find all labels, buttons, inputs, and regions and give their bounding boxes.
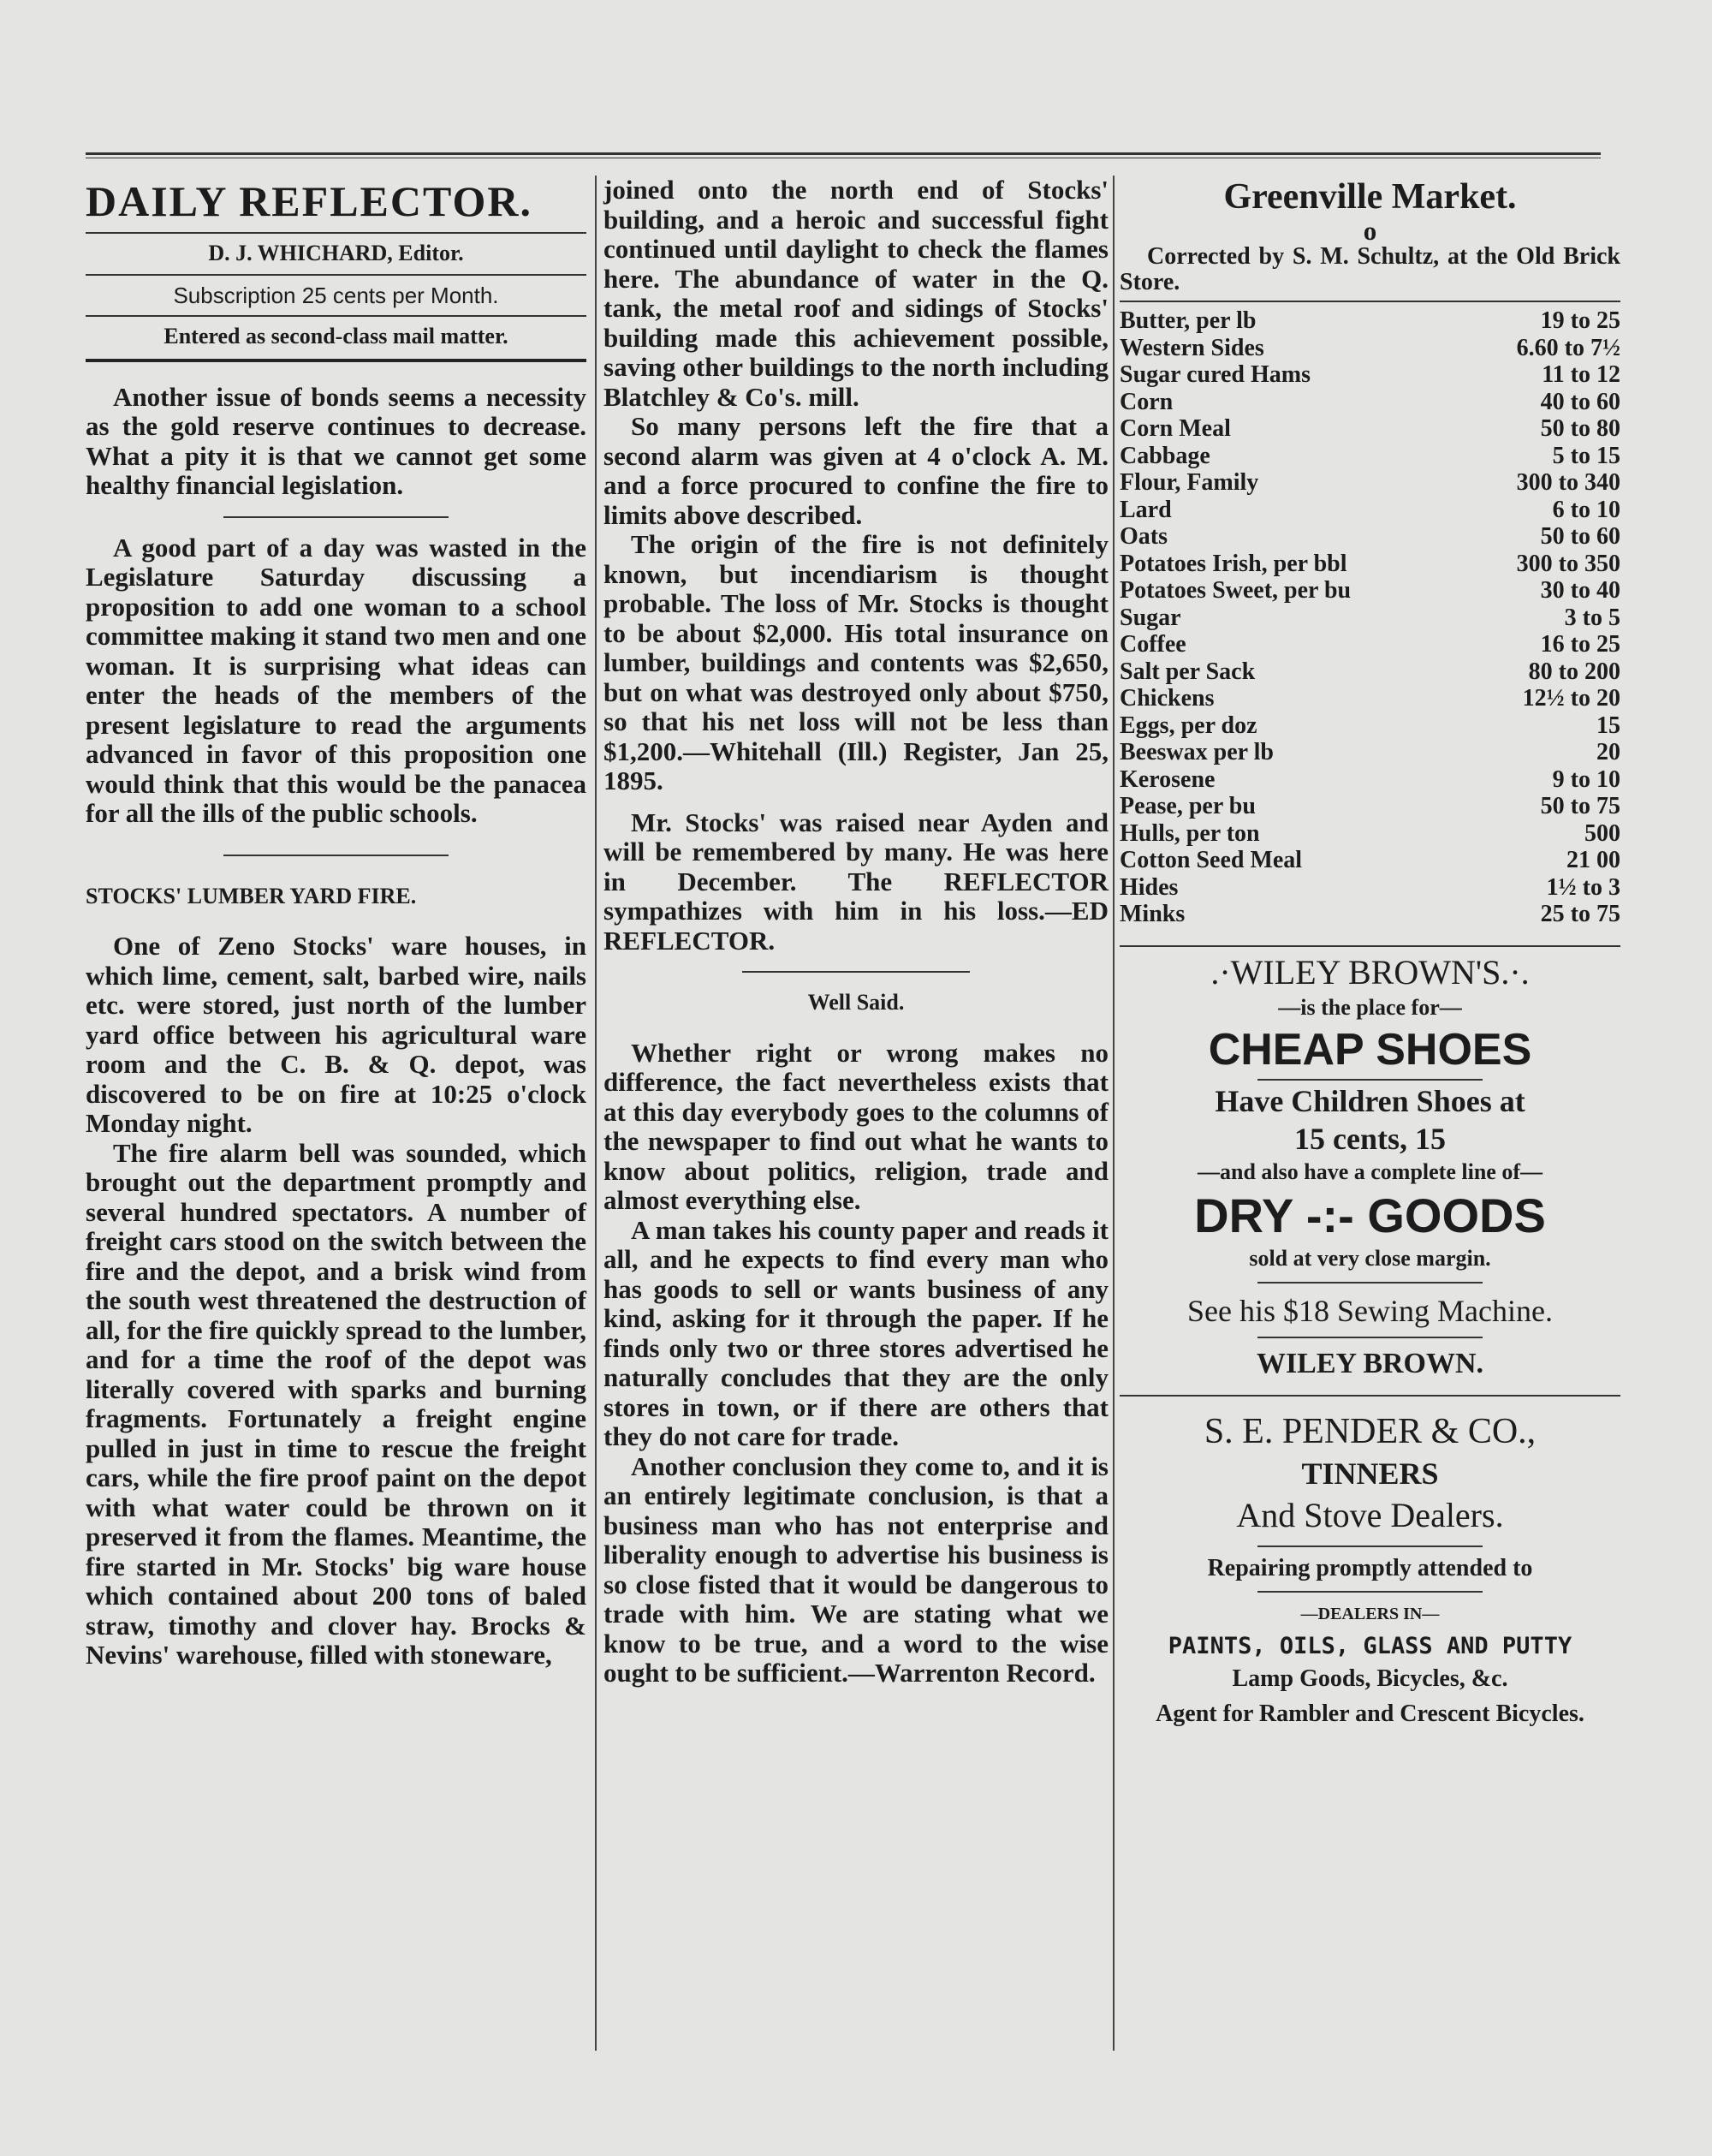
wiley-dry-goods: DRY -:- GOODS xyxy=(1194,1188,1546,1242)
market-price: 6.60 to 7½ xyxy=(1516,334,1620,361)
market-price: 80 to 200 xyxy=(1528,658,1620,685)
pender-tinners: TINNERS xyxy=(1301,1456,1439,1491)
market-price: 3 to 5 xyxy=(1564,604,1620,631)
market-price: 15 xyxy=(1596,712,1620,739)
market-row xyxy=(1120,739,1620,766)
market-item: Chickens xyxy=(1120,685,1215,712)
article-paragraph: Mr. Stocks' was raised near Ayden and will be remembered by many. He was here in December. The REFLECTOR sympathizes with him in his loss.—ED REFLECTOR. xyxy=(603,807,1109,956)
market-row xyxy=(1120,443,1620,470)
pender-stove: And Stove Dealers. xyxy=(1236,1496,1504,1534)
market-item: Corn Meal xyxy=(1120,415,1231,442)
market-price: 50 to 80 xyxy=(1540,415,1620,442)
market-price: 9 to 10 xyxy=(1552,765,1620,793)
market-price: 50 to 75 xyxy=(1540,793,1620,819)
article-paragraph: Another conclusion they come to, and it is an entirely legitimate conclusion, is that a business man who has not enterprise and liberality enough to advertise his business is so close fisted that it would be dangerous to trade with him. We are stating what we know to be true, and a word to the wise ought to be sufficient.—Warrenton Record. xyxy=(603,1450,1109,1688)
market-item: Sugar xyxy=(1120,604,1181,631)
pender-paints: PAINTS, OILS, GLASS AND PUTTY xyxy=(1168,1633,1572,1659)
pender-lamp: Lamp Goods, Bicycles, &c. xyxy=(1232,1665,1508,1692)
market-item: Hides xyxy=(1120,873,1179,901)
market-row xyxy=(1120,415,1620,443)
wiley-signature: WILEY BROWN. xyxy=(1256,1348,1484,1379)
column-3 xyxy=(1120,176,1620,1729)
wiley-sold: sold at very close margin. xyxy=(1249,1245,1491,1271)
article-paragraph: One of Zeno Stocks' ware houses, in which lime, cement, salt, barbed wire, nails etc. were stored, just north of the lumber yard office between his agricultural ware room and the C. B. & Q. depot, was discovered to be on fire at 10:25 o'clock Monday night. xyxy=(86,931,586,1138)
market-row xyxy=(1120,847,1620,874)
wiley-cheap-shoes: CHEAP SHOES xyxy=(1208,1025,1532,1075)
market-item: Sugar cured Hams xyxy=(1120,361,1311,388)
market-row xyxy=(1120,551,1620,578)
market-row xyxy=(1120,874,1620,902)
market-item: Potatoes Irish, per bbl xyxy=(1120,550,1347,577)
market-price: 21 00 xyxy=(1566,847,1620,873)
pender-agent: Agent for Rambler and Crescent Bicycles. xyxy=(1156,1700,1584,1727)
wiley-also: —and also have a complete line of— xyxy=(1198,1159,1543,1184)
market-price: 19 to 25 xyxy=(1540,307,1620,334)
column-divider xyxy=(1113,176,1115,2051)
market-price: 12½ to 20 xyxy=(1522,685,1620,712)
market-item: Salt per Sack xyxy=(1120,658,1256,685)
column-divider xyxy=(595,176,597,2051)
market-price: 300 to 340 xyxy=(1516,469,1620,496)
market-table xyxy=(1120,307,1620,928)
market-title: Greenville Market. xyxy=(1223,177,1517,217)
market-row xyxy=(1120,307,1620,335)
market-row xyxy=(1120,335,1620,362)
masthead-subscription: Subscription 25 cents per Month. xyxy=(173,282,499,308)
market-item: Hulls, per ton xyxy=(1120,819,1260,847)
article-paragraph: A good part of a day was wasted in the Legislature Saturday discussing a proposition to add one woman to a school committee making it stand two men and one woman. It is surprising what ideas can enter the heads of the members of the present legislature to read the arguments advanced in favor of this proposition one would think that this would be the panacea for all the ills of the public schools. xyxy=(86,532,586,828)
pender-dealers: —DEALERS IN— xyxy=(1300,1604,1440,1623)
market-row xyxy=(1120,469,1620,497)
market-row xyxy=(1120,361,1620,389)
market-item: Butter, per lb xyxy=(1120,307,1257,334)
market-price: 5 to 15 xyxy=(1552,442,1620,469)
market-row xyxy=(1120,389,1620,416)
wiley-children: Have Children Shoes at xyxy=(1215,1084,1525,1118)
market-item: Coffee xyxy=(1120,631,1186,658)
market-row xyxy=(1120,577,1620,605)
market-row xyxy=(1120,712,1620,740)
market-item: Western Sides xyxy=(1120,334,1264,361)
market-price: 20 xyxy=(1596,739,1620,765)
market-item: Eggs, per doz xyxy=(1120,712,1257,739)
market-item: Corn xyxy=(1120,388,1174,415)
market-item: Oats xyxy=(1120,523,1168,550)
market-row xyxy=(1120,523,1620,551)
market-row xyxy=(1120,820,1620,848)
market-item: Flour, Family xyxy=(1120,469,1259,496)
market-price: 16 to 25 xyxy=(1540,631,1620,658)
article-paragraph: The fire alarm bell was sounded, which brought out the department promptly and several hundred spectators. A number of freight cars stood on the switch between the fire and the depot, and a brisk wind from the south west threatened the destruction of all, for the fire quickly spread to the lumber, and for a time the roof of the depot was literally covered with sparks and burning fragments. Fortunately a freight engine pulled in just in time to rescue the freight cars, while the fire proof paint on the depot with what water could be thrown on it preserved it from the flames. Meantime, the fire started in Mr. Stocks' big ware house which contained about 200 tons of baled straw, timothy and clover hay. Brocks & Nevins' warehouse, filled with stoneware, xyxy=(86,1137,586,1670)
market-item: Pease, per bu xyxy=(1120,793,1256,819)
wiley-price: 15 cents, 15 xyxy=(1294,1122,1446,1156)
market-item: Cabbage xyxy=(1120,442,1210,469)
market-row xyxy=(1120,766,1620,794)
top-rule xyxy=(86,152,1601,158)
market-item: Kerosene xyxy=(1120,765,1216,793)
article-paragraph: A man takes his county paper and reads it all, and he expects to find every man who has goods to sell or wants business of any kind, asking for it through the paper. If he finds only two or three stores advertised he naturally concludes that they are the only stores in town, or if there are others that they do not care for trade. xyxy=(603,1214,1109,1451)
market-row xyxy=(1120,901,1620,928)
masthead-title: DAILY REFLECTOR. xyxy=(86,177,532,225)
article-heading: STOCKS' LUMBER YARD FIRE. xyxy=(86,883,417,908)
market-row xyxy=(1120,605,1620,632)
pender-name: S. E. PENDER & CO., xyxy=(1204,1412,1537,1451)
market-price: 50 to 60 xyxy=(1540,523,1620,550)
market-price: 500 xyxy=(1584,819,1620,847)
market-corrected: Corrected by S. M. Schultz, at the Old Brick Store. xyxy=(1120,243,1620,295)
market-price: 6 to 10 xyxy=(1552,496,1620,523)
market-row xyxy=(1120,631,1620,658)
market-price: 25 to 75 xyxy=(1540,901,1620,927)
market-price: 300 to 350 xyxy=(1516,550,1620,577)
masthead-editor: D. J. WHICHARD, Editor. xyxy=(208,241,464,265)
article-paragraph: The origin of the fire is not definitely known, but incendiarism is thought probable. The loss of Mr. Stocks is thought to be about $2,000. His total insurance on lumber, buildings and contents was $2,650, but on what was destroyed only about $750, so that his net loss will not be less than $1,200.—Whitehall (Ill.) Register, Jan 25, 1895. xyxy=(603,529,1109,795)
market-price: 40 to 60 xyxy=(1540,388,1620,415)
market-item: Cotton Seed Meal xyxy=(1120,847,1303,873)
market-row xyxy=(1120,793,1620,820)
market-item: Minks xyxy=(1120,901,1186,927)
market-row xyxy=(1120,497,1620,524)
market-price: 30 to 40 xyxy=(1540,577,1620,604)
article-paragraph: So many persons left the fire that a second alarm was given at 4 o'clock A. M. and a force procured to confine the fire to limits above described. xyxy=(603,411,1109,530)
article-heading: Well Said. xyxy=(807,990,905,1015)
wiley-name: .·WILEY BROWN'S.·. xyxy=(1210,952,1530,992)
column-1 xyxy=(86,176,586,1671)
masthead-entered: Entered as second-class mail matter. xyxy=(163,324,508,348)
column-2 xyxy=(603,176,1109,1688)
wiley-place: —is the place for— xyxy=(1278,994,1462,1020)
wiley-sewing: See his $18 Sewing Machine. xyxy=(1187,1294,1553,1328)
market-item: Lard xyxy=(1120,496,1172,523)
market-price: 1½ to 3 xyxy=(1546,873,1620,901)
market-ornament: o xyxy=(1363,216,1377,246)
market-row xyxy=(1120,685,1620,712)
article-paragraph: Another issue of bonds seems a necessity as the gold reserve continues to decrease. What a pity it is that we cannot get some healthy financial legislation. xyxy=(86,381,586,500)
article-paragraph: Whether right or wrong makes no difference, the fact nevertheless exists that at this day everybody goes to the columns of the newspaper to find out what he wants to know about politics, religion, trade and almost everything else. xyxy=(603,1037,1109,1215)
article-paragraph: joined onto the north end of Stocks' building, and a heroic and successful fight continued until daylight to check the flames here. The abundance of water in the Q. tank, the metal roof and sidings of Stocks' building made this achievement possible, saving other buildings to the north including Blatchley & Co's. mill. xyxy=(603,175,1109,412)
market-price: 11 to 12 xyxy=(1542,361,1620,388)
market-row xyxy=(1120,658,1620,686)
market-item: Potatoes Sweet, per bu xyxy=(1120,577,1352,604)
pender-repair: Repairing promptly attended to xyxy=(1207,1555,1533,1581)
market-item: Beeswax per lb xyxy=(1120,739,1274,765)
